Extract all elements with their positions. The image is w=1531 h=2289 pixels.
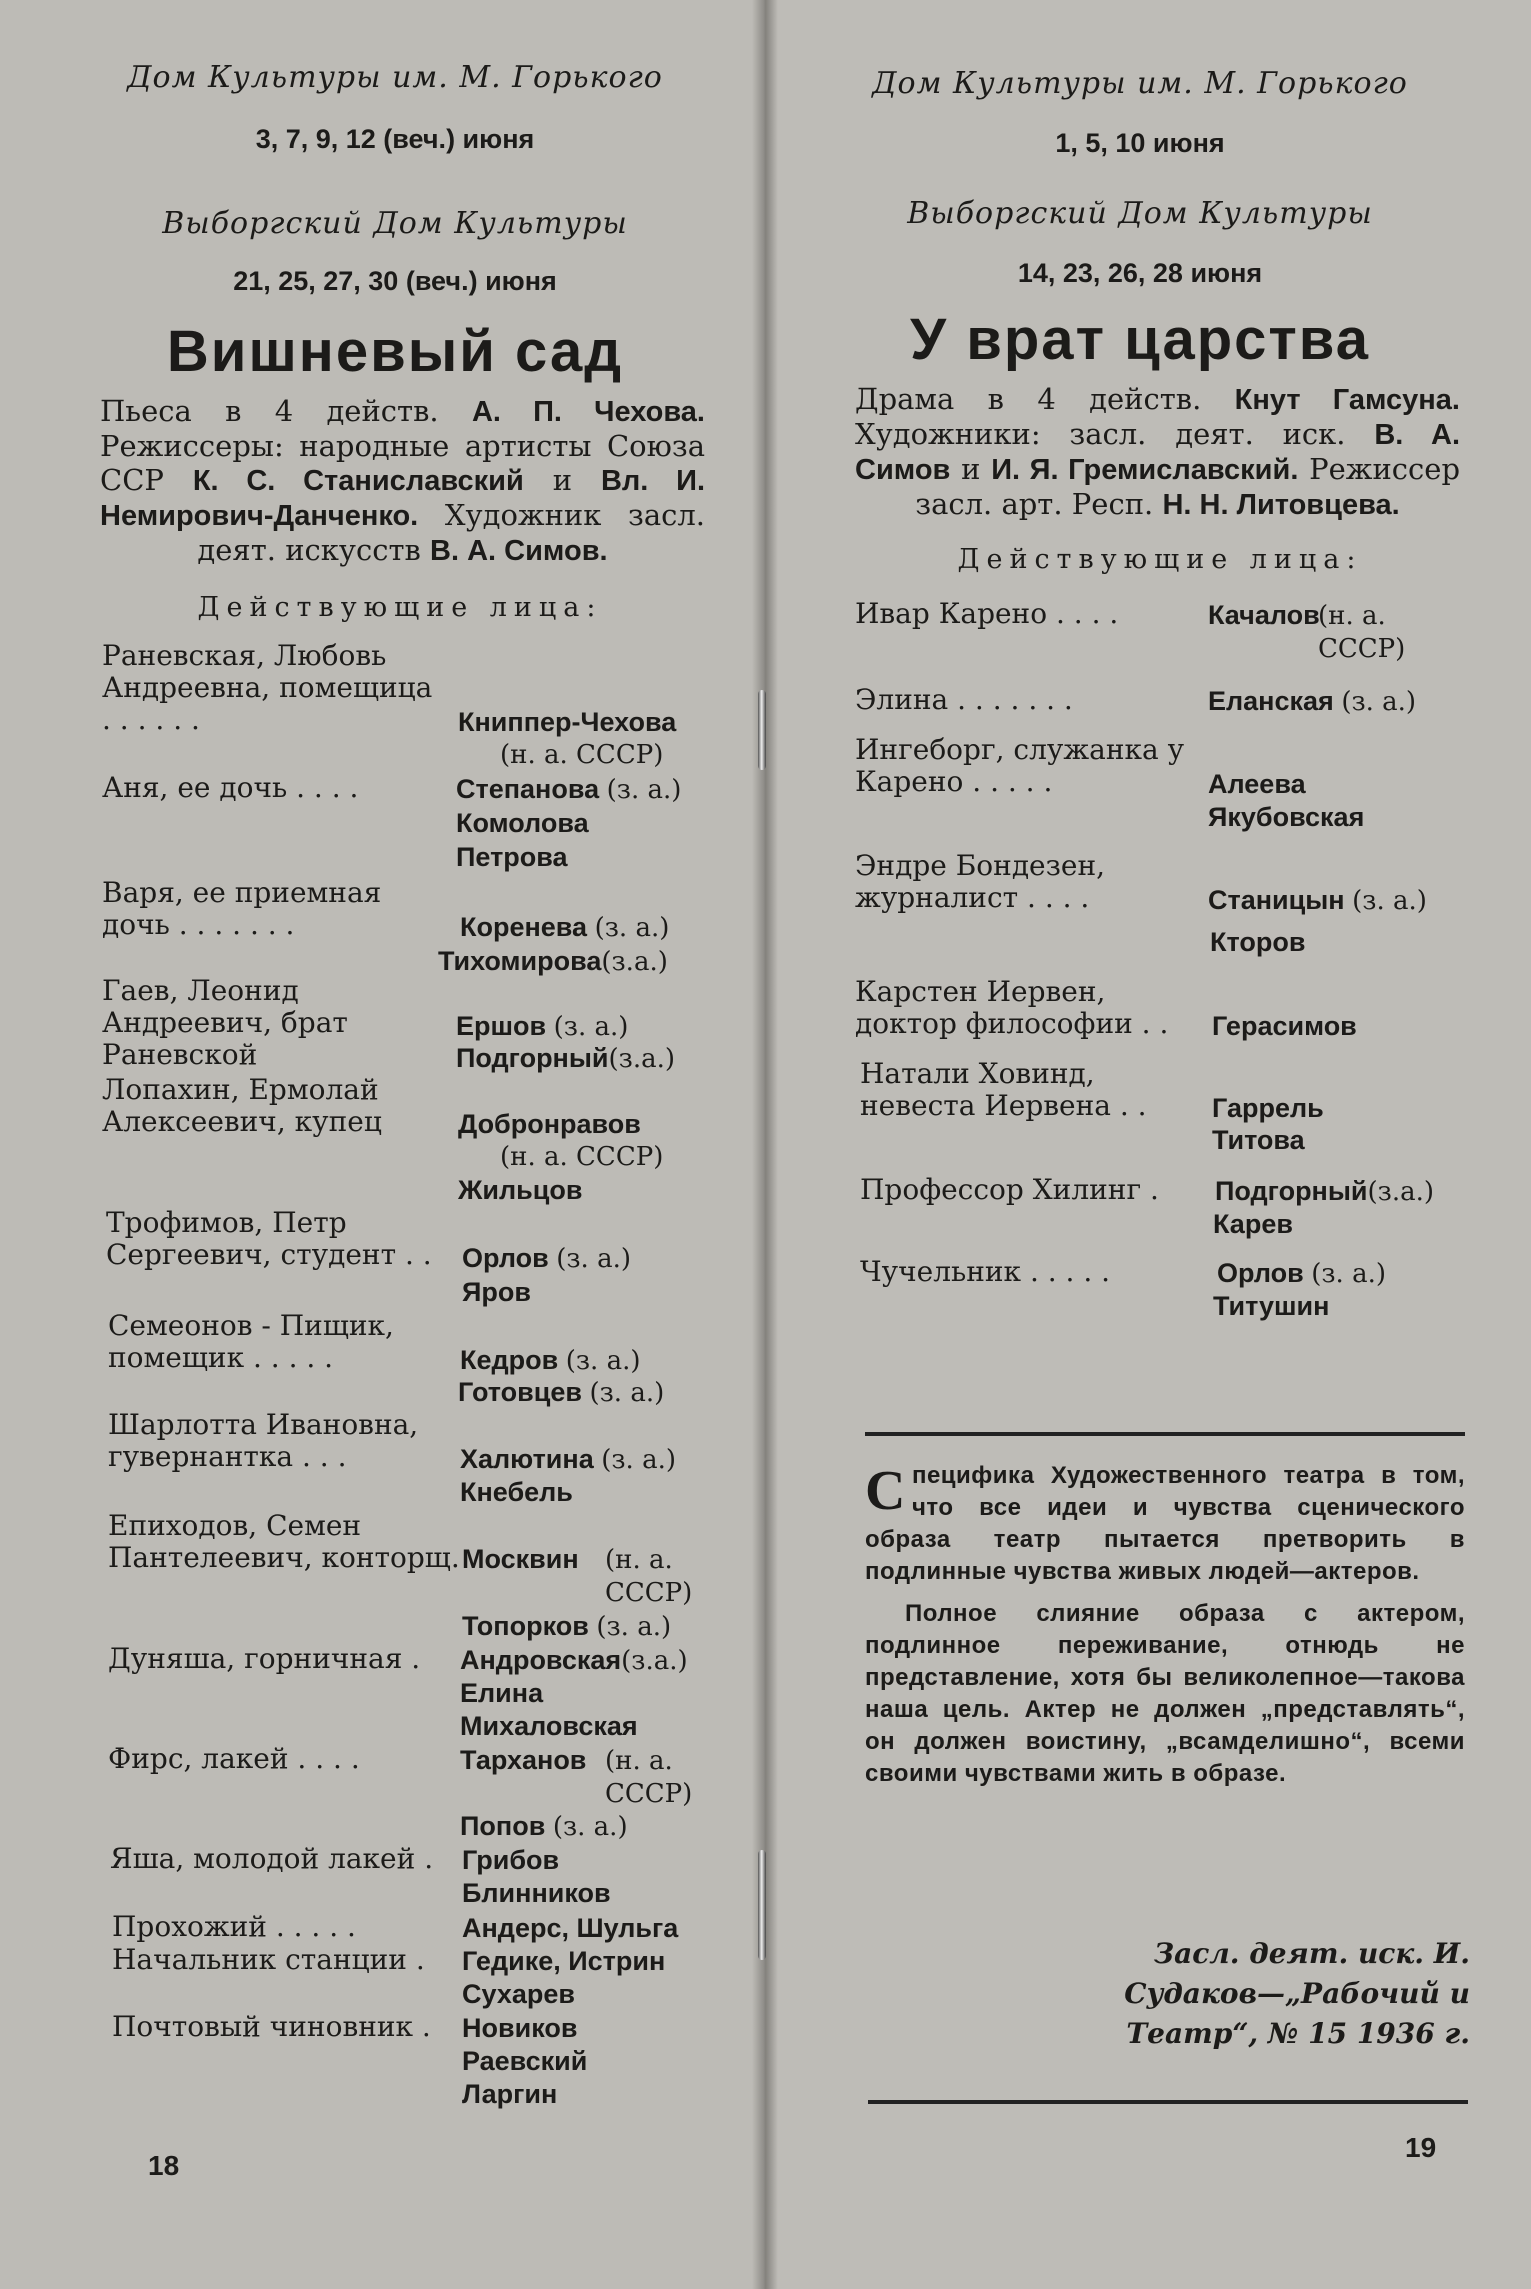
quote-bottom-rule: [868, 2100, 1468, 2104]
cast-note: (з. а.): [565, 1346, 641, 1376]
right-cast-heading: Действующие лица:: [957, 544, 1363, 575]
cast-role: Эндре Бондезен, журналист . . . .: [855, 849, 1106, 914]
quote-paragraph-2: Полное слияние образа с актером, подлинное переживание, отнюдь не представление, хотя бы великолепное—такова наша цель. Актер не должен „представлять“, он должен воистину, „всамделишно“, всеми своими чувствами жить в образе.: [865, 1600, 1465, 1787]
quote-top-rule: [865, 1432, 1465, 1436]
cast-actor: Грибов: [462, 1845, 560, 1875]
cast-actor: Гаррель: [1212, 1093, 1324, 1123]
right-play-title: У врат царства: [910, 307, 1370, 372]
left-cast-heading: Действующие лица:: [197, 592, 603, 623]
cast-role: Дуняша, горничная .: [108, 1642, 421, 1675]
left-dates-2: 21, 25, 27, 30 (веч.) июня: [233, 266, 557, 296]
cast-actor-name: Тихомирова: [438, 946, 602, 976]
cast-note: (н. а. СССР): [1318, 601, 1406, 664]
cast-role: Элина . . . . . . .: [855, 683, 1073, 716]
cast-role: Карстен Иервен, доктор философии . .: [855, 975, 1169, 1040]
cast-actor: [1215, 1175, 1434, 1208]
left-play-title: Вишневый сад: [166, 319, 624, 384]
quote-block: [865, 1460, 1465, 1790]
quote-paragraph-1: пецифика Художественного театра в том, что все идеи и чувства сценического образа театр пытается претворить в подлинные чувства живых людей—актеров.: [865, 1462, 1465, 1585]
cast-actor: [1217, 1257, 1386, 1290]
cast-role: Семеонов - Пищик, помещик . . . . .: [108, 1309, 394, 1374]
cast-actor: Тарханов: [460, 1745, 587, 1775]
credits-director: Вл. И. Немирович-Данченко.: [100, 465, 706, 532]
cast-note: (з. а.): [553, 1012, 629, 1042]
left-page-number: 18: [148, 2150, 180, 2181]
cast-actor-name: Орлов: [1217, 1258, 1304, 1288]
cast-role: Варя, ее приемная дочь . . . . . . .: [102, 876, 382, 941]
cast-actor-name: Топорков: [462, 1611, 589, 1641]
cast-actor-name: Коренева: [460, 912, 588, 942]
cast-actor: Михаловская: [460, 1711, 638, 1741]
right-venue-2: Выборгский Дом Культуры: [907, 196, 1373, 231]
quote-dropcap: С: [865, 1460, 906, 1522]
cast-note: (з. а.): [1352, 886, 1427, 916]
cast-actor-name: Кедров: [460, 1345, 559, 1375]
right-page-number: 19: [1405, 2132, 1437, 2163]
credits-artist: В. А. Симов.: [430, 535, 608, 567]
cast-note: (з.а.): [601, 947, 668, 977]
credits-author: А. П. Чехова.: [471, 396, 705, 428]
left-dates-1: 3, 7, 9, 12 (веч.) июня: [255, 124, 535, 154]
cast-note: (з. а.): [552, 1812, 628, 1842]
cast-note: (з. а.): [596, 1612, 672, 1642]
cast-note: (н. а. СССР): [500, 1142, 664, 1172]
cast-actor: Ларгин: [462, 2079, 558, 2109]
cast-role: Профессор Хилинг .: [860, 1173, 1159, 1206]
credits-text: Пьеса в 4 действ.: [100, 394, 472, 428]
cast-actor: Блинников: [462, 1878, 611, 1908]
quote-citation: Засл. деят. иск. И. Судаков—„Рабочий и Театр“, № 15 1936 г.: [1124, 1937, 1470, 2050]
cast-actor: Елина: [460, 1678, 544, 1708]
cast-note: (з. а.): [1341, 687, 1417, 717]
cast-note: (н. а. СССР): [605, 1545, 693, 1608]
cast-actor: Петрова: [456, 842, 568, 872]
cast-actor: Кторов: [1210, 927, 1306, 957]
cast-note: (з. а.): [589, 1378, 665, 1408]
cast-actor-name: Халютина: [460, 1444, 594, 1474]
cast-actor: Титушин: [1213, 1291, 1330, 1321]
cast-role: Раневская, Любовь Андреевна, помещица . . . . . .: [102, 639, 433, 736]
cast-role: Яша, молодой лакей .: [110, 1842, 434, 1875]
credits-text: Режиссер засл. арт. Респ.: [915, 452, 1461, 521]
cast-actor: Гедике, Истрин: [462, 1946, 666, 1976]
cast-actor: Герасимов: [1212, 1011, 1357, 1041]
credits-director: К. С. Станиславский: [192, 465, 524, 497]
credits-text: Режиссеры: народные артисты Союза ССР: [100, 429, 705, 497]
right-venue-1: Дом Культуры им. М. Горького: [872, 66, 1408, 101]
cast-role: Трофимов, Петр Сергеевич, студент . .: [106, 1206, 432, 1271]
cast-role: Епиходов, Семен Пантелеевич, конторщ.: [108, 1509, 460, 1574]
cast-actor: Титова: [1212, 1125, 1305, 1155]
credits-artist: И. Я. Гремиславский.: [991, 454, 1299, 486]
credits-text: и: [523, 463, 601, 497]
cast-role: Почтовый чиновник .: [112, 2010, 431, 2043]
cast-role: Прохожий . . . . .: [112, 1910, 356, 1943]
cast-actor: Добронравов: [458, 1109, 641, 1139]
cast-note: (з.а.): [1367, 1177, 1435, 1207]
right-dates-1: 1, 5, 10 июня: [1055, 128, 1225, 158]
cast-actor: Книппер-Чехова: [458, 707, 677, 737]
cast-role: Лопахин, Ермолай Алексеевич, купец: [102, 1073, 382, 1138]
cast-role: Фирс, лакей . . . .: [108, 1742, 360, 1775]
credits-text: Художник засл. деят. искусств: [197, 498, 705, 567]
cast-actor: [1208, 884, 1427, 917]
cast-note: (з. а.): [601, 1445, 676, 1475]
cast-note: (н. а. СССР): [500, 740, 664, 770]
cast-actor: Качалов: [1208, 600, 1320, 630]
left-venue-1: Дом Культуры им. М. Горького: [127, 60, 663, 95]
cast-actor-name: Степанова: [456, 774, 600, 804]
cast-role: Натали Ховинд, невеста Иервена . .: [860, 1057, 1147, 1122]
cast-actor: Алеева: [1208, 769, 1306, 799]
cast-actor: Карев: [1213, 1209, 1293, 1239]
cast-actor: Сухарев: [462, 1979, 575, 2009]
cast-role: Аня, ее дочь . . . .: [102, 771, 359, 804]
cast-actor-name: Андровская: [460, 1645, 622, 1675]
left-venue-2: Выборгский Дом Культуры: [162, 206, 628, 241]
credits-text: Художники: засл. деят. иск.: [855, 417, 1375, 451]
cast-actor: Москвин: [462, 1544, 579, 1574]
cast-role: Начальник станции .: [112, 1943, 425, 1976]
cast-note: (з.а.): [608, 1044, 676, 1074]
cast-note: (з. а.): [594, 913, 670, 943]
cast-role: Шарлотта Ивановна, гувернантка . . .: [108, 1408, 419, 1473]
cast-role: Гаев, Леонид Андреевич, брат Раневской: [102, 974, 348, 1071]
credits-text: Драма в 4 действ.: [855, 382, 1235, 416]
cast-actor-name: Орлов: [462, 1243, 549, 1273]
cast-actor: Новиков: [462, 2013, 578, 2043]
credits-text: и: [950, 452, 992, 486]
cast-actor-name: Еланская: [1208, 686, 1334, 716]
cast-actor: [1208, 685, 1416, 718]
cast-actor: Комолова: [456, 808, 589, 838]
cast-note: (з. а.): [606, 775, 682, 805]
cast-role: Чучельник . . . . .: [860, 1255, 1111, 1288]
cast-actor: Кнебель: [460, 1477, 573, 1507]
cast-actor-name: Станицын: [1208, 885, 1345, 915]
cast-actor-name: Подгорный: [1215, 1176, 1368, 1206]
right-dates-2: 14, 23, 26, 28 июня: [1017, 258, 1263, 288]
cast-actor: Раевский: [462, 2046, 588, 2076]
cast-actor: Яров: [462, 1277, 531, 1307]
credits-director: Н. Н. Литовцева.: [1162, 489, 1400, 521]
cast-actor-name: Попов: [460, 1811, 546, 1841]
cast-note: (з.а.): [621, 1646, 688, 1676]
credits-artist: В. А. Симов: [855, 419, 1461, 486]
cast-actor: Андерс, Шульга: [462, 1913, 679, 1943]
cast-role: Ивар Карено . . . .: [855, 597, 1119, 630]
cast-note: (н. а. СССР): [605, 1746, 693, 1809]
cast-actor-name: Подгорный: [456, 1043, 609, 1073]
cast-actor: Жильцов: [458, 1175, 583, 1205]
cast-note: (з. а.): [556, 1244, 631, 1274]
cast-role: Ингеборг, служанка у Карено . . . . .: [855, 733, 1185, 798]
cast-actor-name: Готовцев: [458, 1377, 582, 1407]
cast-actor: Якубовская: [1208, 802, 1365, 832]
cast-actor-name: Ершов: [456, 1011, 547, 1041]
credits-author: Кнут Гамсуна.: [1234, 384, 1460, 416]
cast-note: (з. а.): [1311, 1259, 1386, 1289]
